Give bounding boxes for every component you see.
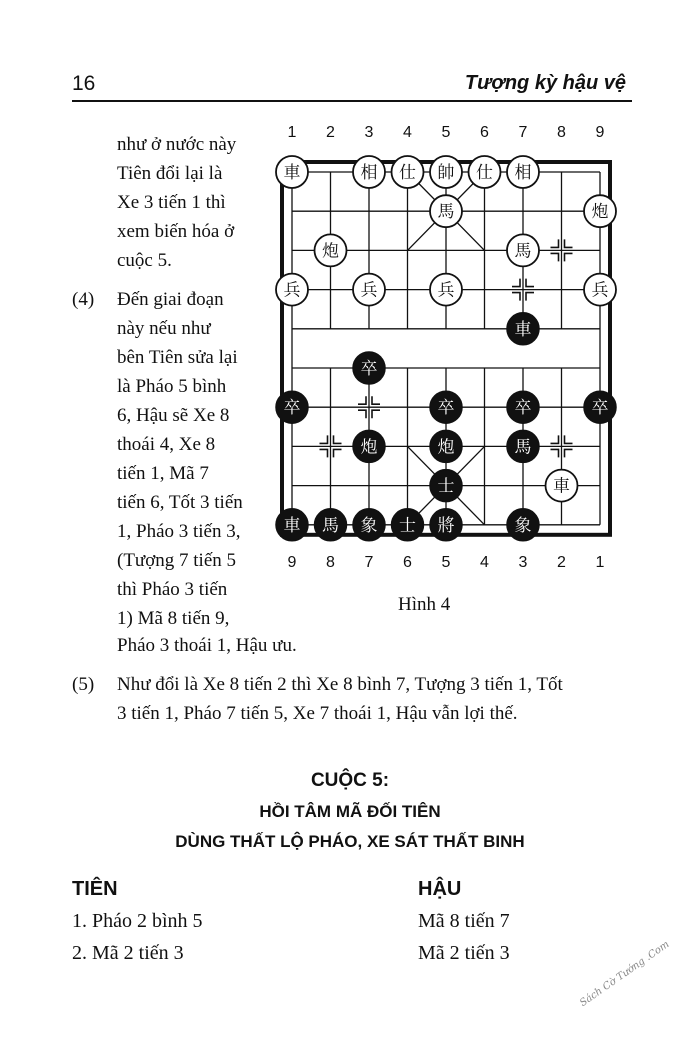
position-marker <box>334 435 342 443</box>
file-number-top: 2 <box>326 124 335 141</box>
piece-red <box>353 156 385 188</box>
file-number-bottom: 2 <box>557 553 566 571</box>
piece-black <box>430 470 462 502</box>
piece-red <box>276 156 308 188</box>
position-marker <box>512 279 520 287</box>
position-marker <box>372 396 380 404</box>
text-line: cuộc 5. <box>117 250 172 271</box>
piece-black <box>353 352 385 384</box>
text-line: thoái 4, Xe 8 <box>117 434 216 455</box>
piece-character: 兵 <box>591 280 609 301</box>
piece-character: 馬 <box>322 515 339 536</box>
text-line: thì Pháo 3 tiến <box>117 579 228 600</box>
text-line: Tiên đổi lại là <box>117 163 223 184</box>
piece-character: 帥 <box>437 163 455 183</box>
figure-caption: Hình 4 <box>398 594 451 615</box>
file-number-top: 9 <box>595 124 605 141</box>
piece-red <box>430 195 462 227</box>
piece-character: 馬 <box>514 241 532 262</box>
xiangqi-board <box>270 120 630 600</box>
position-marker <box>358 410 366 418</box>
piece-character: 象 <box>360 515 378 536</box>
file-number-bottom: 6 <box>403 553 412 571</box>
piece-character: 兵 <box>283 280 301 301</box>
text-line: Đến giai đoạn <box>117 289 224 310</box>
file-number-bottom: 8 <box>326 553 335 571</box>
piece-black <box>353 509 385 541</box>
file-number-bottom: 1 <box>595 553 605 571</box>
text-line: là Pháo 5 bình <box>117 376 227 397</box>
piece-black <box>430 391 462 423</box>
piece-character: 卒 <box>360 359 378 379</box>
piece-character: 車 <box>283 515 301 536</box>
text-line: tiến 6, Tốt 3 tiến <box>117 492 243 513</box>
xiangqi-board-figure <box>270 120 630 600</box>
position-marker <box>320 435 328 443</box>
position-marker <box>551 449 559 457</box>
file-number-top: 1 <box>287 124 297 141</box>
piece-red <box>315 234 347 266</box>
text-line: 3 tiến 1, Pháo 7 tiến 5, Xe 7 thoái 1, Hậu vẫn lợi thế. <box>117 703 518 724</box>
position-marker <box>565 253 573 261</box>
piece-character: 仕 <box>476 163 493 183</box>
file-number-bottom: 5 <box>441 553 451 571</box>
piece-character: 馬 <box>437 202 455 223</box>
file-number-top: 7 <box>518 124 528 141</box>
file-number-top: 4 <box>403 124 412 141</box>
tien-heading: TIÊN <box>72 878 118 900</box>
position-marker <box>551 239 559 247</box>
position-marker <box>334 449 342 457</box>
piece-black <box>315 509 347 541</box>
piece-red <box>546 470 578 502</box>
file-number-top: 3 <box>364 124 374 141</box>
text-line: xem biến hóa ở <box>117 221 235 242</box>
piece-character: 卒 <box>283 398 301 419</box>
position-marker <box>526 293 534 301</box>
piece-black <box>507 391 539 423</box>
position-marker <box>526 279 534 287</box>
hau-move: Mã 8 tiến 7 <box>418 910 510 932</box>
hau-heading: HẬU <box>418 878 462 900</box>
piece-character: 將 <box>437 515 455 536</box>
piece-red <box>507 156 539 188</box>
piece-black <box>507 313 539 345</box>
piece-character: 炮 <box>437 437 455 458</box>
running-title: Tượng kỳ hậu vệ <box>464 72 626 94</box>
position-marker <box>320 449 328 457</box>
page-header <box>72 72 632 102</box>
piece-black <box>276 391 308 423</box>
piece-character: 象 <box>514 515 532 536</box>
piece-character: 車 <box>553 476 570 497</box>
file-number-top: 8 <box>557 124 566 141</box>
file-number-bottom: 9 <box>287 553 297 571</box>
piece-character: 車 <box>514 319 532 340</box>
piece-black <box>353 430 385 462</box>
piece-black <box>276 509 308 541</box>
position-marker <box>551 253 559 261</box>
file-number-bottom: 3 <box>518 553 528 571</box>
piece-red <box>392 156 424 188</box>
piece-character: 相 <box>514 163 532 183</box>
position-marker <box>565 239 573 247</box>
tien-move: 2. Mã 2 tiến 3 <box>72 942 184 964</box>
piece-character: 兵 <box>437 280 455 301</box>
text-line: bên Tiên sửa lại <box>117 347 238 368</box>
piece-black <box>392 509 424 541</box>
watermark: Sách Cờ Tướng .Com <box>578 938 672 1010</box>
hau-move: Mã 2 tiến 3 <box>418 942 510 964</box>
note-text <box>117 285 292 633</box>
piece-character: 炮 <box>360 437 378 458</box>
piece-red <box>584 274 616 306</box>
intro-text <box>117 130 267 275</box>
note-text <box>117 670 632 728</box>
text-line: Xe 3 tiến 1 thì <box>117 192 226 213</box>
text-line: 1, Pháo 3 tiến 3, <box>117 521 241 542</box>
piece-character: 士 <box>437 476 455 497</box>
section-subtitle: DÙNG THẤT LỘ PHÁO, XE SÁT THẤT BINH <box>175 832 525 851</box>
section-title: CUỘC 5: <box>310 770 390 791</box>
note-number: (5) <box>72 674 95 695</box>
text-line: tiến 1, Mã 7 <box>117 463 209 484</box>
piece-black <box>430 430 462 462</box>
text-line: này nếu như <box>117 318 211 339</box>
piece-character: 馬 <box>514 437 532 458</box>
piece-red <box>430 156 462 188</box>
position-marker <box>565 435 573 443</box>
piece-character: 仕 <box>399 163 416 183</box>
piece-character: 卒 <box>437 398 455 419</box>
piece-red <box>469 156 501 188</box>
piece-character: 士 <box>399 515 416 536</box>
file-number-bottom: 4 <box>480 553 489 571</box>
piece-character: 兵 <box>360 280 378 301</box>
position-marker <box>551 435 559 443</box>
file-number-bottom: 7 <box>364 553 374 571</box>
piece-character: 卒 <box>514 398 532 419</box>
piece-character: 車 <box>283 163 301 183</box>
position-marker <box>358 396 366 404</box>
text-line: 1) Mã 8 tiến 9, <box>117 608 230 629</box>
piece-red <box>353 274 385 306</box>
position-marker <box>565 449 573 457</box>
piece-red <box>276 274 308 306</box>
text-line: Như đổi là Xe 8 tiến 2 thì Xe 8 bình 7, Tượng 3 tiến 1, Tốt <box>117 674 563 695</box>
text-line: 6, Hậu sẽ Xe 8 <box>117 405 230 426</box>
piece-black <box>430 509 462 541</box>
note-number: (4) <box>72 289 95 310</box>
position-marker <box>372 410 380 418</box>
piece-black <box>507 430 539 462</box>
position-marker <box>512 293 520 301</box>
piece-black <box>507 509 539 541</box>
piece-character: 卒 <box>591 398 609 419</box>
piece-black <box>584 391 616 423</box>
file-number-top: 6 <box>480 124 489 141</box>
note-4-tail: Pháo 3 thoái 1, Hậu ưu. <box>117 635 297 656</box>
piece-red <box>584 195 616 227</box>
tien-move: 1. Pháo 2 bình 5 <box>72 910 203 932</box>
piece-character: 炮 <box>591 202 609 223</box>
text-line: (Tượng 7 tiến 5 <box>117 550 237 571</box>
text-line: như ở nước này <box>117 134 237 155</box>
piece-red <box>430 274 462 306</box>
section-subtitle: HỒI TÂM MÃ ĐỐI TIÊN <box>259 802 441 821</box>
piece-character: 炮 <box>322 241 339 262</box>
piece-red <box>507 234 539 266</box>
file-number-top: 5 <box>441 124 451 141</box>
page-number: 16 <box>72 72 96 95</box>
piece-character: 相 <box>360 163 378 183</box>
